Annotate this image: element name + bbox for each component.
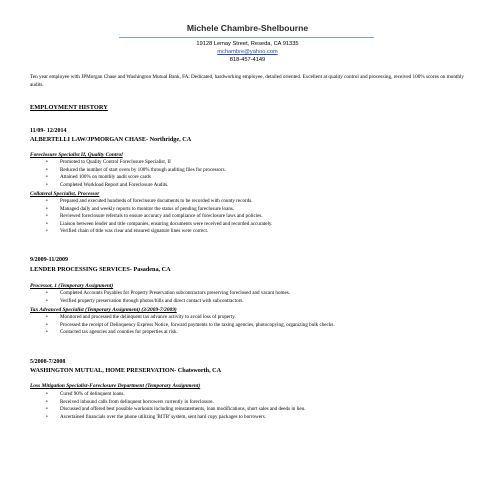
list-item: • Cured 90% of delinquent loans. — [46, 391, 476, 399]
role-title-text: Loss Mitigation Specialist-Foreclosure Department — [30, 383, 144, 389]
list-item: • Prepared and executed hundreds of foreclosure documents to be recorded with county records. — [46, 198, 476, 206]
list-item: • Reduced the number of start overs by 100% through auditing files for processors. — [46, 167, 476, 175]
summary-paragraph: Ten year employee with JPMorgan Chase and Washington Mutual Bank, FA. Dedicated, hardworking employee, detailed oriented. Excellent at quality control and processing, received 100% scores on monthly audits. — [30, 74, 464, 88]
role-title — [30, 152, 123, 158]
role-title-text: Tax Advanced Specialist — [30, 307, 84, 313]
job-dates: 11/09- 12/2014 — [30, 128, 67, 134]
role-title-text: Foreclosure Specialist II, Quality Control — [30, 152, 123, 158]
bullet-list — [46, 314, 476, 337]
job-company: ALBERTELLI LAW/JPMORGAN CHASE- Northridge, CA — [30, 136, 192, 143]
list-item: • Attained 100% on monthly audit score cards — [46, 174, 476, 182]
applicant-name: Michele Chambre-Shelbourne — [186, 23, 309, 33]
bullet-list — [46, 391, 476, 421]
job-company: LENDER PROCESSING SERVICES- Pasadena, CA — [30, 266, 171, 273]
role-title-text: Processor, 1 — [30, 283, 57, 289]
list-item: • Monitored and processed the delinquent tax advance activity to avoid loss of property. — [46, 314, 476, 322]
list-item: • Ascertained financials over the phone utilizing 'BITB' system, sent hard copy packages to borrowers. — [46, 414, 476, 422]
job-dates: 9/2009-11/2009 — [30, 257, 69, 263]
job-company: WASHINGTON MUTUAL, HOME PRESERVATION- Chatsworth, CA — [30, 367, 222, 374]
list-item: • Discussed and offered best possible workouts including reinstatements, loan modifications, short sales and deeds in lieu. — [46, 406, 476, 414]
list-item: • Managed daily and weekly reports to monitor the status of pending foreclosure loans. — [46, 206, 476, 214]
role-subtitle: (Temporary Assignment) — [143, 383, 201, 389]
role-title-text: Collateral Specialist, Processor — [30, 191, 100, 197]
list-item: • Reviewed foreclosure referrals to ensure accuracy and compliance of foreclosure laws and policies. — [46, 213, 476, 221]
list-item: • Contacted tax agencies and counties for properties at risk. — [46, 329, 476, 337]
job-dates: 5/2008-7/2008 — [30, 359, 66, 365]
list-item: • Verified property preservation through photos/bills and direct contact with subcontractors. — [46, 298, 476, 306]
header-divider — [119, 37, 374, 38]
bullet-list — [46, 290, 476, 305]
section-title: EMPLOYMENT HISTORY — [30, 104, 108, 111]
bullet-list — [46, 159, 476, 189]
role-title — [30, 191, 99, 197]
role-title — [30, 383, 200, 389]
address: 19128 Lemay Street, Reseda, CA 91335 — [196, 41, 299, 47]
role-subtitle: (Temporary Assignment) — [56, 283, 114, 289]
email-link[interactable]: mchambre@yahoo.com — [217, 49, 278, 55]
list-item: • Verified chain of title was clear and ensured signature lines were correct. — [46, 228, 476, 236]
list-item: • Processed the receipt of Delinquency Express Notice, forward payments to the taxing agencies, photocopying, organizing bulk checks. — [46, 322, 476, 330]
list-item: • Completed Workload Report and Foreclosure Audits. — [46, 182, 476, 190]
role-title — [30, 307, 177, 313]
list-item: • Promoted to Quality Control Foreclosure Specialist, II — [46, 159, 476, 167]
phone: 818-457-4149 — [229, 57, 266, 63]
list-item: • Received inbound calls from delinquent borrowers currently in foreclosure. — [46, 399, 476, 407]
role-subtitle: (Temporary Assignment) (3/2009-7/2009) — [83, 307, 177, 313]
list-item: • Completed Accounts Payables for Property Preservation subcontractors preserving foreclosed and vacant homes. — [46, 290, 476, 298]
bullet-list — [46, 198, 476, 236]
list-item: • Liaison between lender and title companies, ensuring documents were received and recorded accurately. — [46, 221, 476, 229]
role-title — [30, 283, 113, 289]
